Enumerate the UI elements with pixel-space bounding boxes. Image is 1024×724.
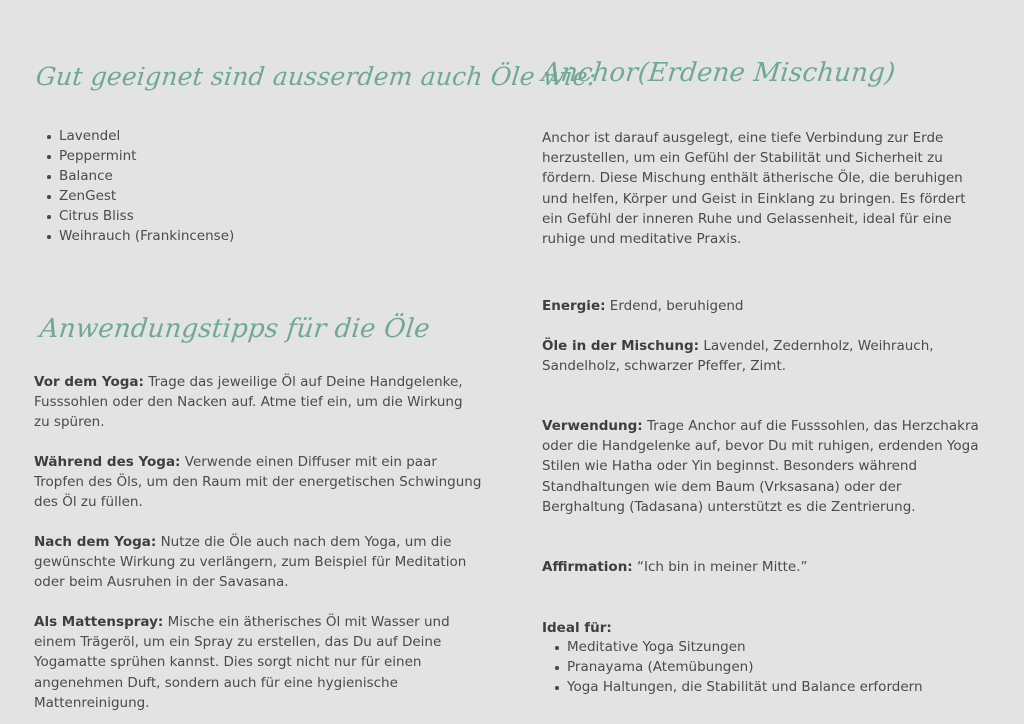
affirmation-label: Affirmation: <box>542 559 633 575</box>
tip-label: Während des Yoga: <box>34 454 181 470</box>
anchor-intro: Anchor ist darauf ausgelegt, eine tiefe Verbindung zur Erde herzustellen, um ein Gefühl der Stabilität und Sicherheit zu fördern. Diese Mischung enthält ätherische Öle, die beruhigen und helfen, Körper und Geist in Einklang zu bringen. Es fördert ein Gefühl der inneren Ruhe und Gelassenheit, ideal für eine ruhige und meditative Praxis. <box>542 130 966 248</box>
usage-text: Trage Anchor auf die Fusssohlen, das Herzchakra oder die Handgelenke auf, bevor Du mit ruhigen, erdenden Yoga Stilen wie Hatha oder Yin beginnst. Besonders während Standhaltungen wie dem Baum (Vrksasana) oder der Berghaltung (Tadasana) unterstützt es die Zentrierung. <box>542 418 979 515</box>
usage-label: Verwendung: <box>542 418 643 434</box>
anchor-blend <box>542 336 942 376</box>
oils-heading: Gut geeignet sind ausserdem auch Öle wie: <box>34 62 598 91</box>
tip-label: Vor dem Yoga: <box>34 374 144 390</box>
oils-list <box>34 126 474 246</box>
list-item: Pranayama (Atemübungen) <box>542 657 987 677</box>
list-item: Balance <box>34 166 474 186</box>
list-item: Meditative Yoga Sitzungen <box>542 637 987 657</box>
tip-during-yoga <box>34 452 486 513</box>
list-item: Weihrauch (Frankincense) <box>34 226 474 246</box>
blend-text: Lavendel, Zedernholz, Weihrauch, Sandelholz, schwarzer Pfeffer, Zimt. <box>542 338 934 375</box>
tip-text: Nutze die Öle auch nach dem Yoga, um die gewünschte Wirkung zu verlängern, zum Beispiel für Meditation oder beim Ausruhen in der Savasana. <box>34 534 467 591</box>
anchor-energy <box>542 296 987 316</box>
tip-label: Nach dem Yoga: <box>34 534 157 550</box>
ideal-label: Ideal für: <box>542 620 612 636</box>
ideal-heading <box>542 618 987 638</box>
tip-mat-spray <box>34 612 486 713</box>
list-item: Peppermint <box>34 146 474 166</box>
anchor-heading: Anchor(Erdene Mischung) <box>540 58 897 88</box>
list-item: ZenGest <box>34 186 474 206</box>
list-item: Lavendel <box>34 126 474 146</box>
list-item: Yoga Haltungen, die Stabilität und Balance erfordern <box>542 677 987 697</box>
energy-label: Energie: <box>542 298 606 314</box>
anchor-affirmation <box>542 557 987 577</box>
anchor-usage <box>542 416 982 517</box>
tip-label: Als Mattenspray: <box>34 614 164 630</box>
tip-after-yoga <box>34 532 486 593</box>
tips-heading: Anwendungstipps für die Öle <box>38 314 432 344</box>
tip-text: Verwende einen Diffuser mit ein paar Tropfen des Öls, um den Raum mit der energetischen Schwingung des Öl zu füllen. <box>34 454 482 511</box>
list-item: Citrus Bliss <box>34 206 474 226</box>
affirmation-text: “Ich bin in meiner Mitte.” <box>632 559 808 575</box>
ideal-list <box>542 637 987 697</box>
tip-before-yoga <box>34 372 482 433</box>
tip-text: Trage das jeweilige Öl auf Deine Handgelenke, Fusssohlen oder den Nacken auf. Atme tief ein, um die Wirkung zu spüren. <box>34 374 463 431</box>
energy-text: Erdend, beruhigend <box>605 298 744 314</box>
tip-text: Mische ein ätherisches Öl mit Wasser und einem Trägeröl, um ein Spray zu erstellen, das Du auf Deine Yogamatte sprühen kannst. Dies sorgt nicht nur für einen angenehmen Duft, sondern auch für eine hygienische Mattenreinigung. <box>34 614 450 711</box>
blend-label: Öle in der Mischung: <box>542 338 700 354</box>
